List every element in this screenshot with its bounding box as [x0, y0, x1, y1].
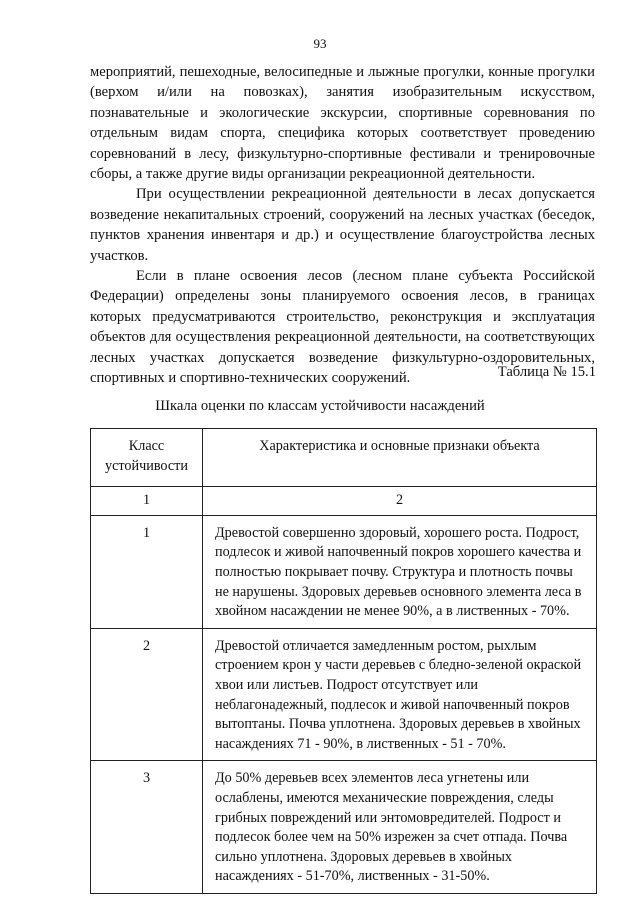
row-class-value: 2: [91, 628, 203, 761]
paragraph-continuation: мероприятий, пешеходные, велосипедные и лыжные прогулки, конные прогулки (верхом и/или на повозках), занятия изобразительным искусством, познавательные и экологические экскурсии, спортивные соревнования по отдельным видам спорта, специфика которых соответствует проведению соревнований в лесу, физкультурно-спортивные фестивали и тренировочные сборы, а также другие виды организации рекреационной деятельности.: [90, 64, 595, 183]
stability-scale-table: [90, 428, 597, 894]
column-number-row: [91, 487, 597, 516]
table-row: [91, 761, 597, 894]
column-number-2: 2: [203, 487, 597, 516]
row-description: Древостой совершенно здоровый, хорошего роста. Подрост, подлесок и живой напочвенный покров хорошего качества и полностью покрывает почву. Структура и плотность почвы не нарушены. Здоровых деревьев основного элемента леса в хвойном насаждении не менее 90%, а в лиственных - 70%.: [203, 515, 597, 628]
row-class-value: 1: [91, 515, 203, 628]
paragraph-recreation-structures: При осуществлении рекреационной деятельности в лесах допускается возведение некапитальных строений, сооружений на лесных участках (беседок, пунктов хранения инвентаря и др.) и осуществление благоустройства лесных участков.: [90, 186, 595, 264]
table-row: [91, 628, 597, 761]
table-row: [91, 515, 597, 628]
table-label: Таблица № 15.1: [497, 364, 596, 380]
table-title: Шкала оценки по классам устойчивости насаждений: [155, 398, 485, 414]
row-class-value: 3: [91, 761, 203, 894]
column-number-1: 1: [91, 487, 203, 516]
row-description: До 50% деревьев всех элементов леса угнетены или ослаблены, имеются механические повреждения, следы грибных повреждений или энтомовредителей. Подрост и подлесок более чем на 50% изрежен за счет отпада. Почва сильно уплотнена. Здоровых деревьев в хвойных насаждениях - 51-70%, лиственных - 31-50%.: [203, 761, 597, 894]
header-class: Класс устойчивости: [91, 429, 203, 487]
table-header-row: [91, 429, 597, 487]
row-description: Древостой отличается замедленным ростом, рыхлым строением крон у части деревьев с бледно-зеленой окраской хвои или листьев. Подрост отсутствует или неблагонадежный, подлесок и живой напочвенный покров вытоптаны. Почва уплотнена. Здоровых деревьев в хвойных насаждениях 71 - 90%, в лиственных - 51 - 70%.: [203, 628, 597, 761]
header-description: Характеристика и основные признаки объекта: [203, 429, 597, 487]
body-text: [90, 62, 595, 389]
page-number: 93: [313, 36, 327, 51]
paragraph-forest-plan-zones: Если в плане освоения лесов (лесном плане субъекта Российской Федерации) определены зоны планируемого освоения лесов, в границах которых предусматриваются строительство, реконструкция и эксплуатация объектов для осуществления рекреационной деятельности, на соответствующих лесных участках допускается возведение физкультурно-оздоровительных, спортивных и спортивно-технических сооружений.: [90, 268, 595, 387]
